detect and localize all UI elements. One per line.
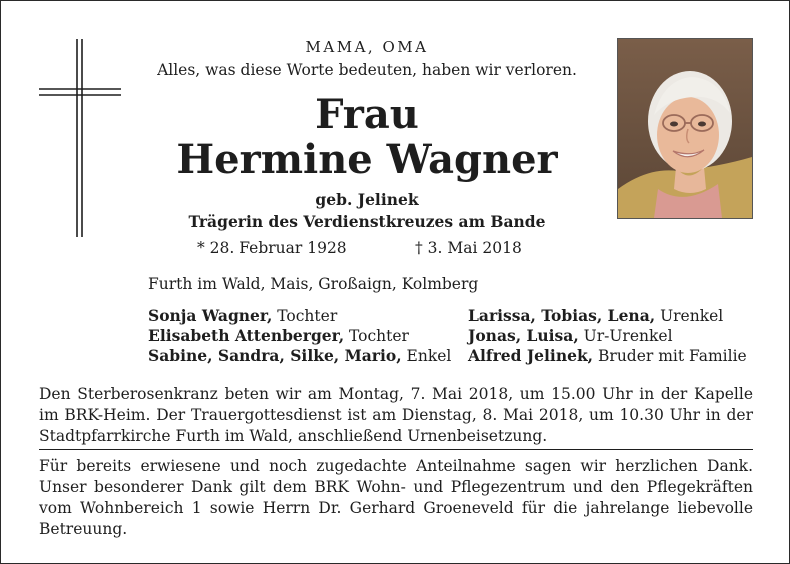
mourner-row [148, 326, 758, 346]
deceased-name: Hermine Wagner [176, 136, 558, 183]
mourner-relation: Enkel [401, 347, 452, 365]
service-announcement: Den Sterberosenkranz beten wir am Montag, 7. Mai 2018, um 15.00 Uhr in der Kapelle im BRK-Heim. Der Trauergottesdienst ist am Dienstag, 8. Mai 2018, um 10.30 Uhr in der Stadtpfarrkirche Furth im Wald, anschließend Urnenbeisetzung. [39, 385, 753, 445]
name-block [147, 91, 587, 233]
thanks-paragraph: Für bereits erwiesene und noch zugedachte Anteilnahme sagen wir herzlichen Dank. Unser besonderer Dank gilt dem BRK Wohn- und Pflegezentrum und den Pflegekräften vom Wohnbereich 1 sowie Herrn Dr. Gerhard Groeneveld für die jahrelange liebevolle Betreuung. [39, 457, 753, 538]
cross-icon [39, 39, 121, 239]
mourner-names: Elisabeth Attenberger, [148, 326, 345, 345]
section-divider [39, 449, 753, 450]
relation-kicker: MAMA, OMA [305, 38, 429, 56]
motto-block [147, 37, 587, 83]
portrait-photo [617, 38, 753, 219]
mourner-entry [148, 346, 451, 366]
mourner-names: Larissa, Tobias, Lena, [468, 306, 656, 325]
mourner-relation: Bruder mit Familie [593, 347, 747, 365]
honor-line: Trägerin des Verdienstkreuzes am Bande [188, 212, 546, 231]
mourner-names: Jonas, Luisa, [468, 326, 579, 345]
places-line: Furth im Wald, Mais, Großaign, Kolmberg [148, 275, 479, 293]
mourners-list [148, 306, 758, 366]
mourner-relation: Urenkel [655, 307, 724, 325]
mourner-names: Alfred Jelinek, [468, 346, 594, 365]
death-date: † 3. Mai 2018 [415, 239, 522, 257]
mourner-entry [468, 306, 723, 326]
mourner-relation: Ur-Urenkel [578, 327, 673, 345]
motto-line: Alles, was diese Worte bedeuten, haben wir verloren. [157, 61, 577, 79]
life-dates [147, 239, 587, 261]
birth-name: geb. Jelinek [315, 190, 419, 209]
mourner-names: Sabine, Sandra, Silke, Mario, [148, 346, 402, 365]
mourner-entry [148, 326, 409, 346]
mourner-row [148, 346, 758, 366]
salutation: Frau [315, 91, 419, 138]
mourner-entry [468, 326, 673, 346]
birth-date: * 28. Februar 1928 [197, 239, 347, 257]
mourner-names: Sonja Wagner, [148, 306, 273, 325]
mourner-row [148, 306, 758, 326]
mourner-entry [148, 306, 337, 326]
mourner-relation: Tochter [344, 327, 409, 345]
mourner-relation: Tochter [272, 307, 338, 325]
mourner-entry [468, 346, 747, 366]
